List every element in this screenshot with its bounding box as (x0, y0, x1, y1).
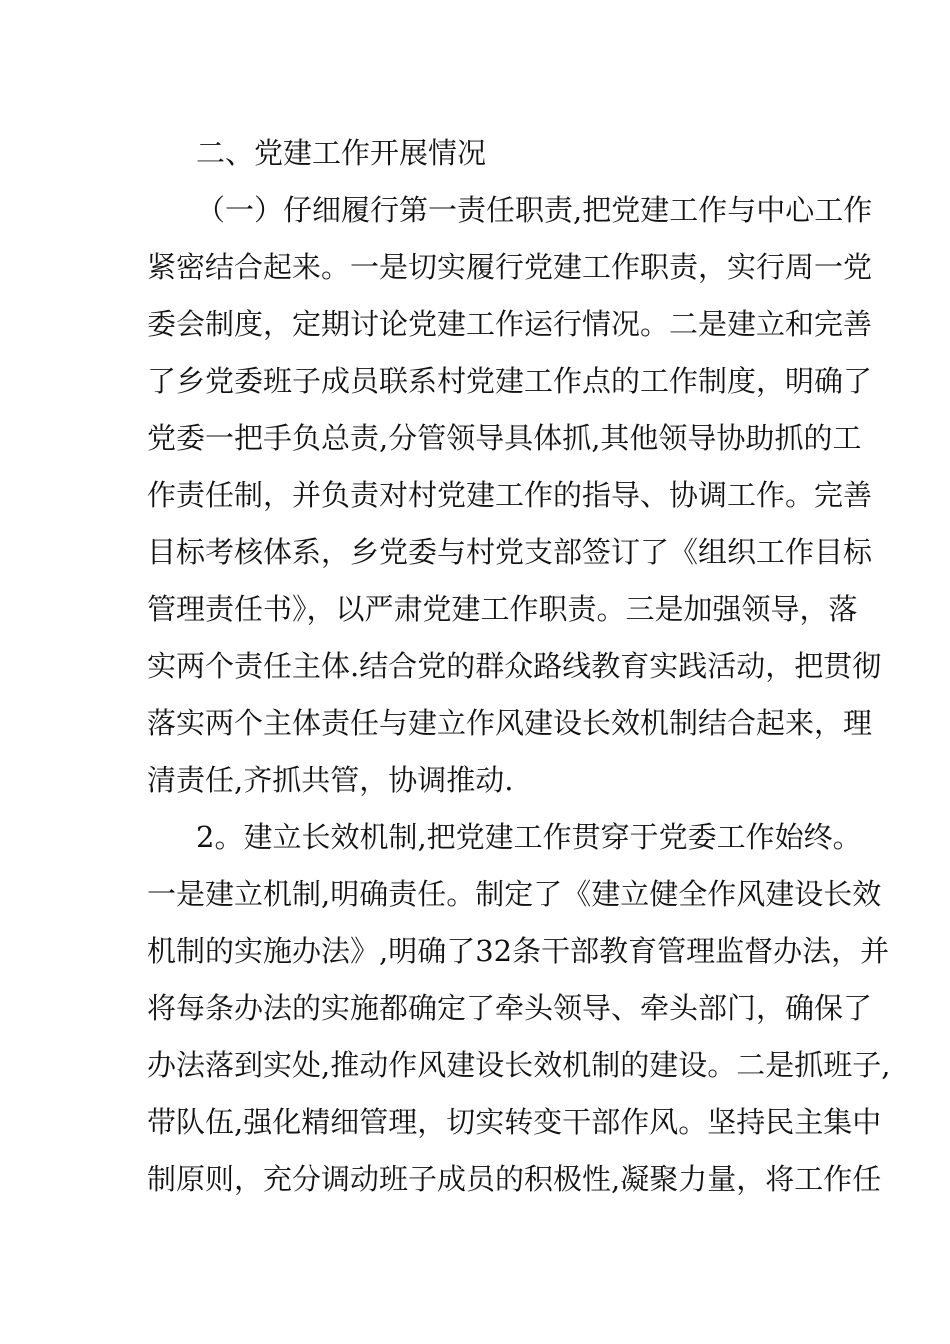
paragraph-line: 制原则，充分调动班子成员的积极性,凝聚力量，将工作任 (147, 1162, 882, 1196)
paragraph-line: 紧密结合起来。一是切实履行党建工作职责，实行周一党 (147, 250, 873, 284)
paragraph-line: 目标考核体系，乡党委与村党支部签订了《组织工作目标 (147, 535, 873, 569)
paragraph-line: 一是建立机制,明确责任。制定了《建立健全作风建设长效 (147, 877, 882, 911)
paragraph-line: 清责任,齐抓共管，协调推动. (147, 763, 514, 797)
paragraph-line: 办法落到实处,推动作风建设长效机制的建设。二是抓班子, (147, 1048, 891, 1082)
paragraph-line: 机制的实施办法》,明确了32条干部教育管理监督办法，并 (147, 934, 890, 968)
paragraph-line: 党委一把手负总责,分管领导具体抓,其他领导协助抓的工 (147, 421, 862, 455)
paragraph-line: 实两个责任主体.结合党的群众路线教育实践活动，把贯彻 (147, 649, 882, 683)
paragraph-line: 落实两个主体责任与建立作风建设长效机制结合起来，理 (147, 706, 873, 740)
paragraph-line: 2。建立长效机制,把党建工作贯穿于党委工作始终。 (196, 820, 862, 854)
paragraph-line: 委会制度，定期讨论党建工作运行情况。二是建立和完善 (147, 307, 873, 341)
paragraph-line: （一）仔细履行第一责任职责,把党建工作与中心工作 (196, 193, 873, 227)
section-heading: 二、党建工作开展情况 (196, 136, 487, 170)
paragraph-line: 管理责任书》，以严肃党建工作职责。三是加强领导，落 (147, 592, 858, 626)
paragraph-line: 了乡党委班子成员联系村党建工作点的工作制度，明确了 (147, 364, 873, 398)
paragraph-line: 将每条办法的实施都确定了牵头领导、牵头部门，确保了 (147, 991, 873, 1025)
paragraph-line: 作责任制，并负责对村党建工作的指导、协调工作。完善 (147, 478, 873, 512)
paragraph-line: 带队伍,强化精细管理，切实转变干部作风。坚持民主集中 (147, 1105, 882, 1139)
